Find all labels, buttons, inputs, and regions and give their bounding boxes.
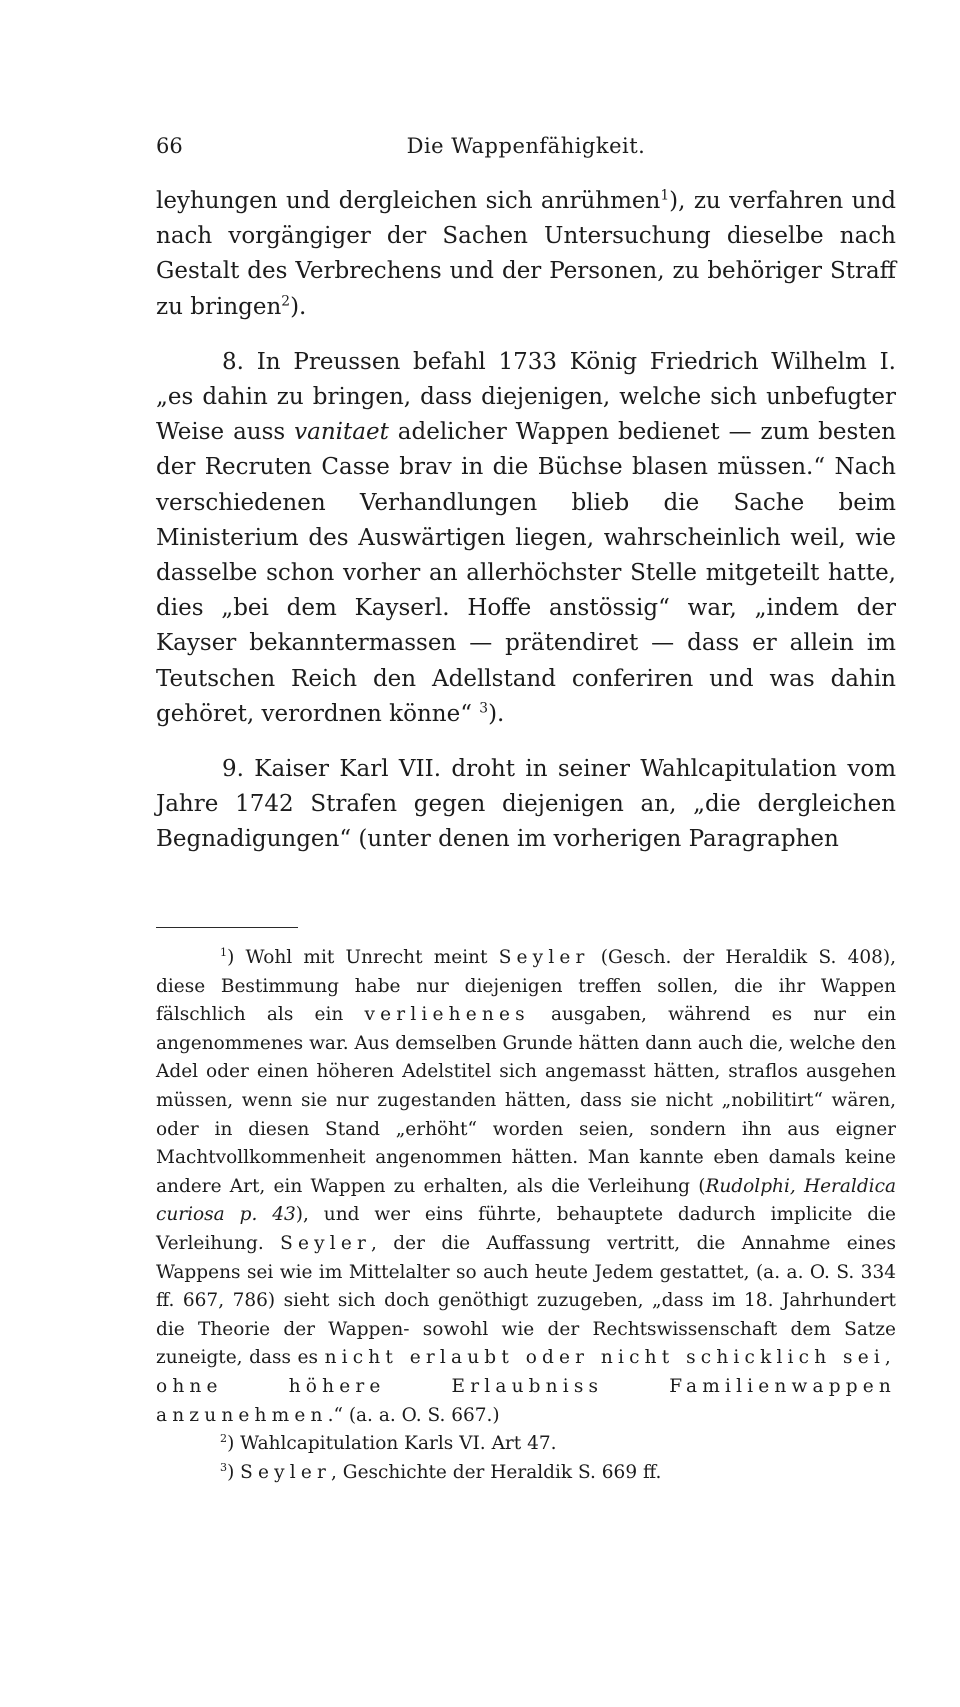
footnote-3 (156, 1459, 896, 1488)
text-run: ). (290, 293, 307, 320)
text-run: 9. Kaiser Karl VII. droht in seiner Wahlcapitulation vom Jahre 1742 Strafen gegen diejenigen an, „die dergleichen Begnadigungen“ (unter denen im vorherigen Paragraphen (156, 756, 896, 853)
text-run: , Geschichte der Heraldik S. 669 ff. (331, 1461, 662, 1483)
footnote-ref-2: 2 (281, 292, 291, 309)
footnote-2 (156, 1430, 896, 1459)
text-run: ausgaben, während es nur ein angenommenes war. Aus demselben Grunde hätten dann auch die, welche den Adel oder einen höheren Adelstitel sich angemasst hätten, straflos ausgehen müssen, wenn sie nur zugestanden hätten, dass sie nicht „nobilitirt“ wären, oder in diesen Stand „erhöht“ worden seien, sondern ihn aus eigner Machtvollkommenheit angenommen hätten. Man kannte eben damals keine andere Art, ein Wappen zu erhalten, als die Verleihung ( (156, 1004, 896, 1197)
text-run: , der die Auffassung vertritt, die Annahme eines Wappens sei wie im Mittelalter so auch heute Jedem gestattet, (a. a. O. S. 334 ff. 667, 786) sieht sich doch genöthigt zuzugeben, „dass im 18. Jahrhundert die Theorie der Wappen- sowohl wie der Rechtswissenschaft dem Satze zuneigte, dass es (156, 1232, 896, 1369)
text-run: leyhungen und dergleichen sich anrühmen (156, 188, 661, 214)
footnote-ref-1: 1 (660, 187, 670, 204)
italic-term: vanitaet (294, 419, 389, 446)
paragraph-continued (156, 184, 896, 325)
footnote-divider (156, 927, 298, 928)
running-title: Die Wappenfähigkeit. (406, 134, 646, 158)
main-text (156, 184, 896, 858)
text-run: 8. In Preussen befahl 1733 König Friedrich Wilhelm I. „es dahin zu bringen, dass diejenigen, welche sich unbefugter Weise auss (156, 348, 896, 446)
footnote-mark: 2 (220, 1431, 228, 1445)
text-run: ) (227, 1461, 241, 1483)
spaced-name: Seyler (240, 1461, 332, 1483)
text-run: ) Wahlcapitulation Karls VI. Art 47. (227, 1433, 557, 1455)
spaced-term: verliehenes (364, 1004, 530, 1026)
footnote-ref-3: 3 (479, 700, 489, 717)
spaced-name: Seyler (280, 1232, 371, 1254)
footnote-mark: 3 (220, 1460, 228, 1474)
footnote-mark: 1 (220, 945, 228, 959)
italic-citation: Rudolphi, Heraldica curiosa p. 43 (156, 1175, 896, 1226)
page-number: 66 (156, 134, 183, 158)
paragraph-9 (156, 752, 896, 858)
text-run: ) Wohl mit Unrecht meint (227, 947, 499, 968)
page-header (156, 128, 896, 162)
text-run: ). (488, 700, 505, 727)
text-run: (Gesch. der Heraldik S. 408), diese Bestimmung habe nur diejenigen treffen sollen, die ihr Wappen fälschlich als ein (156, 947, 896, 1026)
spaced-name: Seyler (498, 947, 590, 968)
spaced-quote: nicht erlaubt oder nicht schicklich sei, ohne höhere Erlaubniss Familienwappen anzunehmen (156, 1347, 896, 1426)
paragraph-8 (156, 345, 896, 732)
text-run: ), zu verfahren und nach vorgängiger der Sachen Untersuchung dieselbe nach Gestalt des Verbrechens und der Personen, zu behöriger Straff zu bringen (156, 188, 896, 320)
text-run: adelicher Wappen bedienet — zum besten der Recruten Casse brav in die Büchse blasen müssen.“ Nach verschiedenen Verhandlungen blieb die Sache beim Ministerium des Auswärtigen liegen, wahrscheinlich weil, wie dasselbe schon vorher an allerhöchster Stelle mitgeteilt hatte, dies „bei dem Kayserl. Hoffe anstössig“ war, „indem der Kayser bekanntermassen — prätendiret — dass er allein im Teutschen Reich den Adellstand conferiren und was dahin gehöret, verordnen könne“ (156, 419, 896, 727)
footnotes (156, 944, 896, 1487)
footnote-1 (156, 944, 896, 1430)
text-run: .“ (a. a. O. S. 667.) (327, 1404, 500, 1426)
text-run: ), und wer eins führte, behauptete dadurch implicite die Verleihung. (156, 1204, 896, 1254)
